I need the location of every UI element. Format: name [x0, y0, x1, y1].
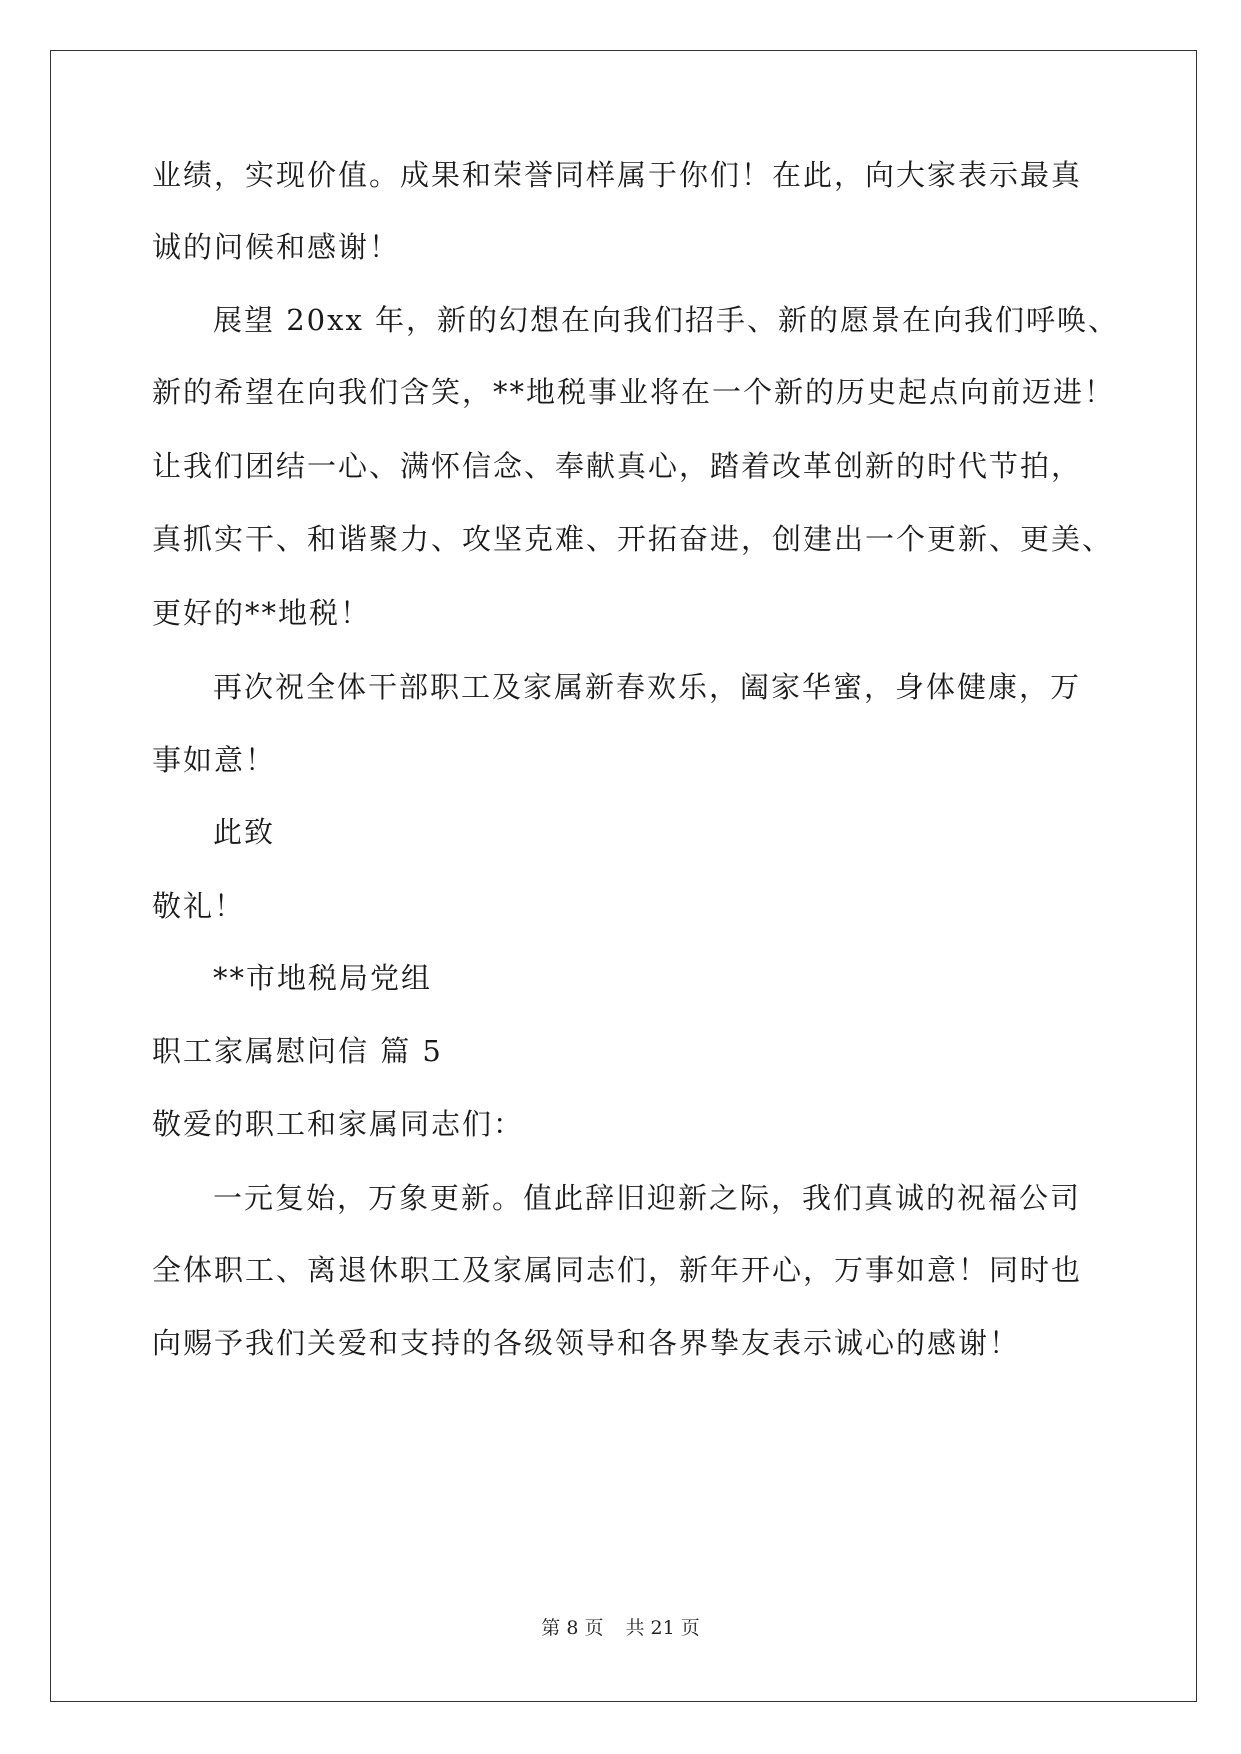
text-line: 真抓实干、和谐聚力、攻坚克难、开拓奋进，创建出一个更新、更美、: [152, 522, 1114, 556]
page-total: 共 21 页: [625, 1617, 700, 1639]
paragraph-start: 一元复始，万象更新。值此辞旧迎新之际，我们真诚的祝福公司: [213, 1181, 1082, 1215]
text-line: 新的希望在向我们含笑，**地税事业将在一个新的历史起点向前迈进！: [152, 375, 1116, 409]
section-heading: 职工家属慰问信 篇 5: [152, 1034, 443, 1068]
letter-greeting: 敬爱的职工和家属同志们：: [152, 1107, 525, 1141]
closing-regards: 敬礼！: [152, 889, 246, 923]
paragraph-start: 展望 20xx 年，新的幻想在向我们招手、新的愿景在向我们呼唤、: [213, 303, 1120, 337]
page-border: [50, 50, 1197, 1702]
text-line: 事如意！: [152, 743, 277, 777]
signature: **市地税局党组: [213, 961, 433, 995]
text-line: 业绩，实现价值。成果和荣誉同样属于你们！在此，向大家表示最真: [152, 158, 1083, 192]
page-number: 第 8 页: [541, 1617, 604, 1639]
text-line: 向赐予我们关爱和支持的各级领导和各界挚友表示诚心的感谢！: [152, 1326, 1021, 1360]
paragraph-start: 再次祝全体干部职工及家属新春欢乐，阖家华蜜，身体健康，万: [213, 670, 1082, 704]
page-footer: [0, 1616, 1241, 1640]
closing-salutation: 此致: [213, 815, 276, 849]
text-line: 更好的**地税！: [152, 596, 372, 630]
text-line: 让我们团结一心、满怀信念、奉献真心，踏着改革创新的时代节拍，: [152, 449, 1083, 483]
text-line: 全体职工、离退休职工及家属同志们，新年开心，万事如意！同时也: [152, 1253, 1083, 1287]
text-line: 诚的问候和感谢！: [152, 230, 401, 264]
